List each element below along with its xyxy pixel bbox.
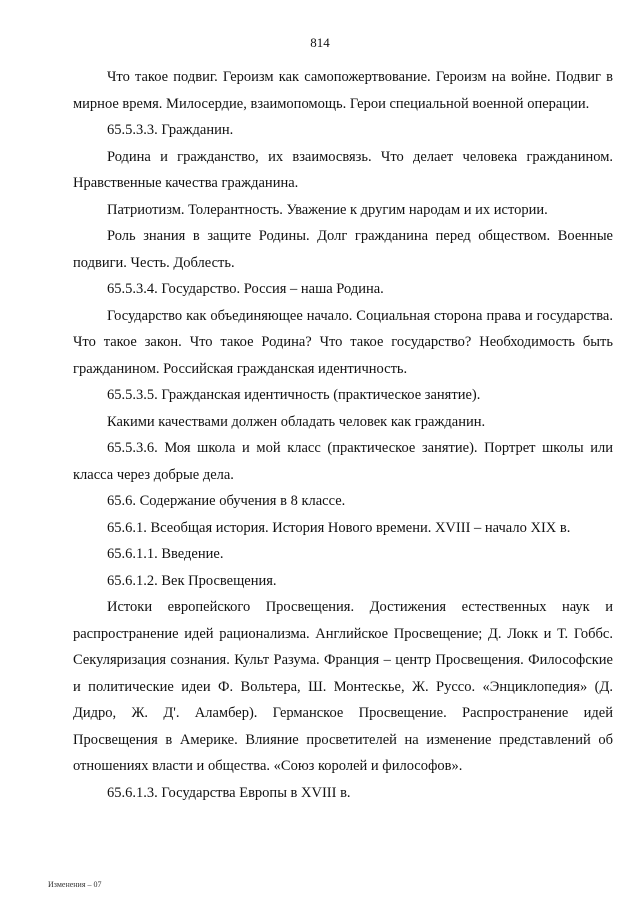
document-body: [73, 64, 613, 806]
section-heading: 65.6. Содержание обучения в 8 классе.: [107, 493, 346, 509]
paragraph: Государство как объединяющее начало. Социальная сторона права и государства. Что такое закон. Что такое Родина? Что такое государство? Необходимость быть гражданином. Российская гражданская идентичность.: [73, 307, 613, 377]
paragraph: Патриотизм. Толерантность. Уважение к другим народам и их истории.: [107, 201, 548, 218]
paragraph: Родина и гражданство, их взаимосвязь. Что делает человека гражданином. Нравственные качества гражданина.: [73, 148, 613, 191]
paragraph: Истоки европейского Просвещения. Достижения естественных наук и распространение идей рационализма. Английское Просвещение; Д. Локк и Т. Гоббс. Секуляризация сознания. Культ Разума. Франция – центр Просвещения. Философские и политические идеи Ф. Вольтера, Ш. Монтескье, Ж. Руссо. «Энциклопедия» (Д. Дидро, Ж. Д'. Аламбер). Германское Просвещение. Распространение идей Просвещения в Америке. Влияние просветителей на изменение представлений об отношениях власти и общества. «Союз королей и философов».: [73, 599, 613, 774]
section-heading: 65.6.1.3. Государства Европы в XVIII в.: [107, 784, 351, 801]
section-heading: 65.5.3.4. Государство. Россия – наша Родина.: [107, 281, 384, 297]
paragraph: Что такое подвиг. Героизм как самопожертвование. Героизм на войне. Подвиг в мирное время. Милосердие, взаимопомощь. Герои специальной военной операции.: [73, 69, 613, 112]
section-heading: 65.5.3.3. Гражданин.: [107, 122, 234, 138]
section-heading: 65.6.1.2. Век Просвещения.: [107, 572, 277, 589]
section-heading: 65.6.1.1. Введение.: [107, 546, 224, 562]
page-number: 814: [310, 35, 330, 50]
section-heading: 65.5.3.5. Гражданская идентичность (практическое занятие).: [107, 387, 481, 403]
footer-revision-note: Изменения – 07: [48, 880, 102, 889]
section-heading: 65.5.3.6. Моя школа и мой класс (практическое занятие). Портрет школы или класса через добрые дела.: [73, 440, 613, 483]
paragraph: Какими качествами должен обладать человек как гражданин.: [107, 413, 486, 430]
section-heading: 65.6.1. Всеобщая история. История Нового времени. XVIII – начало XIX в.: [107, 519, 571, 536]
paragraph: Роль знания в защите Родины. Долг гражданина перед обществом. Военные подвиги. Честь. Доблесть.: [73, 228, 613, 271]
